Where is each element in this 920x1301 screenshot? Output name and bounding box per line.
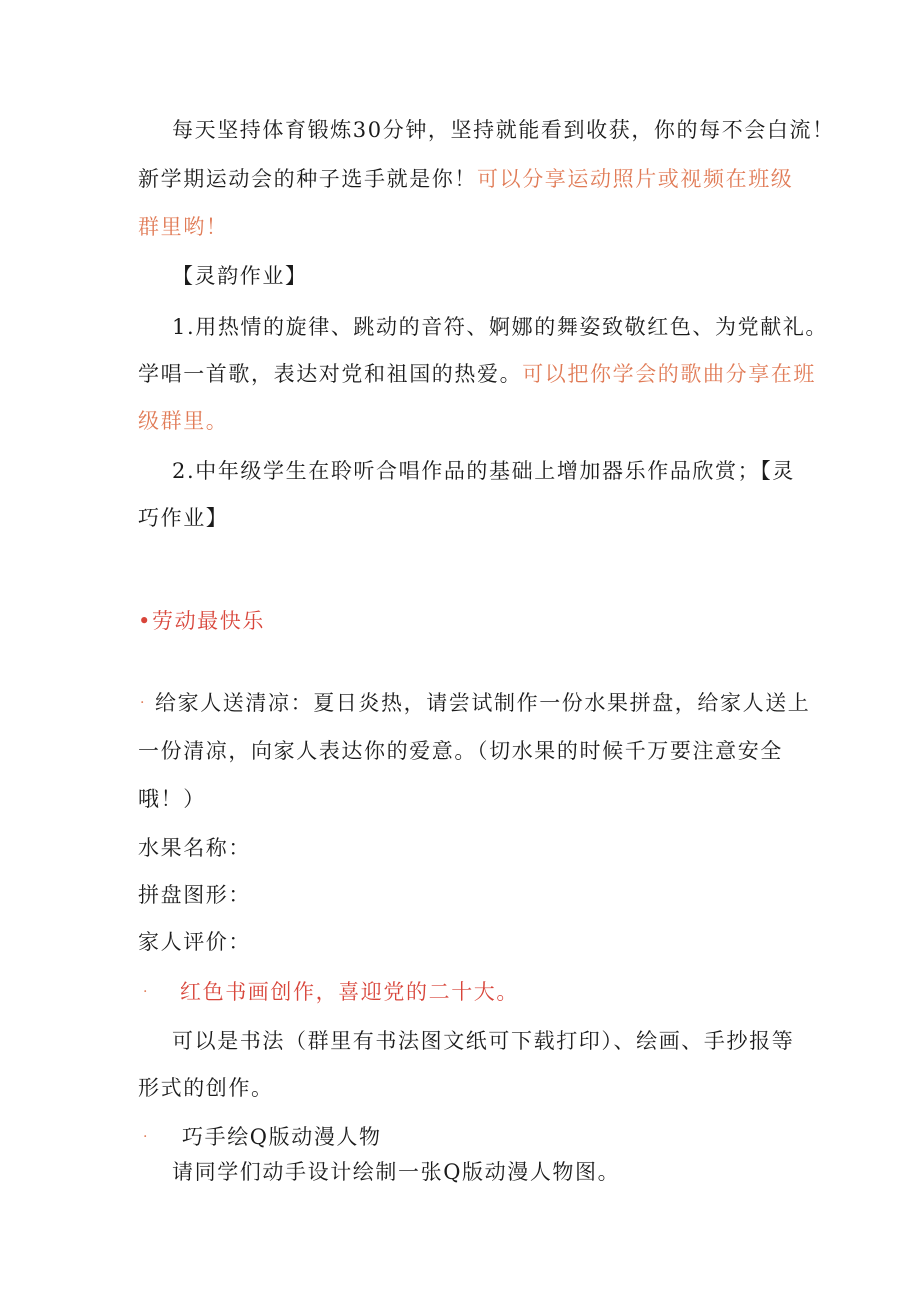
red-art-title: 红色书画创作，喜迎党的二十大。 [180,980,519,1004]
red-art-bullet: · [143,984,148,1000]
labor-task-line-2: 一份清凉，向家人表达你的爱意。（切水果的时候千万要注意安全 [138,739,783,763]
labor-bullet: · [140,695,145,711]
exercise-line-1: 每天坚持体育锻炼30分钟，坚持就能看到收获，你的每不会白流！ [172,118,835,142]
labor-section-title: •劳动最快乐 [138,609,265,633]
labor-task-line-1: 给家人送清凉：夏日炎热，请尝试制作一份水果拼盘，给家人送上 [155,691,811,715]
lingyun-heading: 【灵韵作业】 [172,264,308,288]
labor-task-line-3: 哦！） [138,787,206,811]
lingyun-share-note-cont: 级群里。 [138,409,229,433]
field-family-review: 家人评价： [138,930,251,954]
field-platter-shape: 拼盘图形： [138,883,251,907]
exercise-share-note: 可以分享运动照片或视频在班级 [477,167,794,191]
lingyun-item-2-line-1: 2.中年级学生在聆听合唱作品的基础上增加器乐作品欣赏；【灵 [172,459,795,483]
lingyun-item-1-text: 学唱一首歌，表达对党和祖国的热爱。 [138,362,523,386]
lingyun-item-1-line-2 [138,359,816,389]
lingyun-share-note: 可以把你学会的歌曲分享在班 [522,362,817,386]
exercise-line-2 [138,164,793,194]
qversion-desc: 请同学们动手设计绘制一张Q版动漫人物图。 [172,1160,621,1184]
field-fruit-name: 水果名称： [138,836,251,860]
red-art-desc-line-2: 形式的创作。 [138,1076,274,1100]
red-art-desc-line-1: 可以是书法（群里有书法图文纸可下载打印）、绘画、手抄报等 [172,1029,795,1053]
lingyun-item-1-line-1: 1.用热情的旋律、跳动的音符、婀娜的舞姿致敬红色、为党献礼。 [172,315,829,339]
exercise-line-2-text: 新学期运动会的种子选手就是你！ [138,167,477,191]
lingyun-item-2-line-2: 巧作业】 [138,506,229,530]
qversion-title: 巧手绘Q版动漫人物 [182,1125,382,1149]
exercise-share-note-cont: 群里哟！ [138,215,229,239]
qversion-bullet: · [143,1129,148,1145]
